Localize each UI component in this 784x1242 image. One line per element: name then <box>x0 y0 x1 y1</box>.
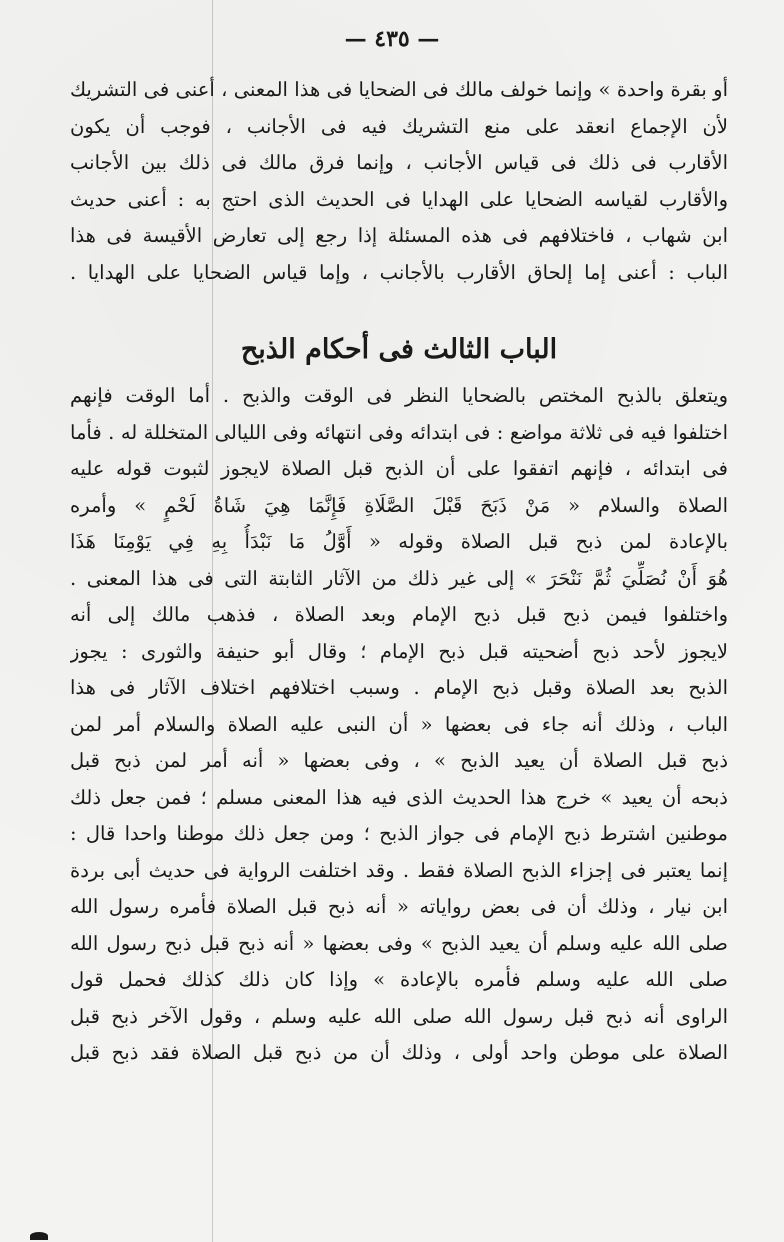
text-line: ذبحه أن يعيد » خرج هذا الحديث الذى فيه هذا المعنى مسلم ؛ فمن جعل ذلك <box>70 785 728 809</box>
text-line: ويتعلق بالذبح المختص بالضحايا النظر فى الوقت والذبح . أما الوقت فإنهم <box>70 384 728 407</box>
text-line: اختلفوا فيه فى ثلاثة مواضع : فى ابتدائه وفى انتهائه وفى الليالى المتخللة له . فأما <box>70 420 728 444</box>
text-line: الباب ، وذلك أنه جاء فى بعضها « أن النبى عليه الصلاة والسلام أمر لمن <box>70 712 728 736</box>
chapter-heading: الباب الثالث فى أحكام الذبح <box>240 334 558 365</box>
paragraph-1 <box>70 72 728 291</box>
text-line: موطنين اشترط ذبح الإمام فى جواز الذبح ؛ ومن جعل ذلك موطنا واحدا قال : <box>70 822 728 845</box>
paragraph-2 <box>70 378 728 1072</box>
text-line: واختلفوا فيمن ذبح قبل ذبح الإمام وبعد الصلاة ، فذهب مالك إلى أنه <box>70 603 728 626</box>
text-line: هُوَ أَنْ نُصَلِّيَ ثُمَّ نَنْحَرَ » إلى غير ذلك من الآثار الثابتة التى فى هذا المعنى . <box>70 566 728 590</box>
text-line: إنما يعتبر فى إجزاء الذبح الصلاة فقط . وقد اختلفت الرواية فى حديث أبى بردة <box>70 858 728 882</box>
text-line: والأقارب لقياسه الضحايا على الهدايا فى الحديث الذى احتج به : أعنى حديث <box>70 187 728 211</box>
text-line: الأقارب فى ذلك فى قياس الأجانب ، وإنما فرق مالك فى ذلك بين الأجانب <box>70 151 728 174</box>
text-line: لأن الإجماع انعقد على منع التشريك فيه فى الأجانب ، فوجب أن يكون <box>70 114 728 138</box>
text-line: ذبح قبل الصلاة أن يعيد الذبح » ، وفى بعضها « أنه أمر لمن ذبح قبل <box>70 749 728 772</box>
text-line: بالإعادة لمن ذبح قبل الصلاة وقوله « أَوَّلُ مَا نَبْدَأُ بِهِ فِي يَوْمِنَا هَذَا <box>70 530 728 553</box>
text-line: ابن شهاب ، فاختلافهم فى هذه المسئلة إذا رجع إلى تعارض الأقيسة فى هذا <box>70 224 728 247</box>
scan-edge-mark <box>30 1232 48 1240</box>
text-line: الذبح بعد الصلاة وقبل ذبح الإمام . وسبب اختلافهم اختلاف الآثار فى هذا <box>70 676 728 699</box>
text-line: ابن نيار ، وذلك أن فى بعض رواياته « أنه ذبح قبل الصلاة فأمره رسول الله <box>70 895 728 918</box>
text-line: صلى الله عليه وسلم فأمره بالإعادة » وإذا كان ذلك كذلك فحمل قول <box>70 968 728 991</box>
text-line: لايجوز لأحد ذبح أضحيته قبل ذبح الإمام ؛ وقال أبو حنيفة والثورى : يجوز <box>70 639 728 663</box>
page-number: — ٤٣٥ — <box>344 26 440 52</box>
text-line: الراوى أنه ذبح قبل رسول الله صلى الله عليه وسلم ، وقول الآخر ذبح قبل <box>70 1004 728 1028</box>
text-line: صلى الله عليه وسلم أن يعيد الذبح » وفى بعضها « أنه ذبح قبل ذبح رسول الله <box>70 931 728 955</box>
text-line: الصلاة والسلام « مَنْ ذَبَحَ قَبْلَ الصَّلَاةِ فَإِنَّمَا هِيَ شَاةُ لَحْمٍ » وأمره <box>70 493 728 517</box>
text-line: الباب : أعنى إما إلحاق الأقارب بالأجانب ، وإما قياس الضحايا على الهدايا . <box>70 260 728 284</box>
text-line: فى ابتدائه ، فإنهم اتفقوا على أن الذبح قبل الصلاة لايجوز لثبوت قوله عليه <box>70 457 728 480</box>
text-line: الصلاة على موطن واحد أولى ، وذلك أن من ذبح قبل الصلاة فقد ذبح قبل <box>70 1041 728 1064</box>
text-line: أو بقرة واحدة » وإنما خولف مالك فى الضحايا فى هذا المعنى ، أعنى فى التشريك <box>70 78 728 101</box>
